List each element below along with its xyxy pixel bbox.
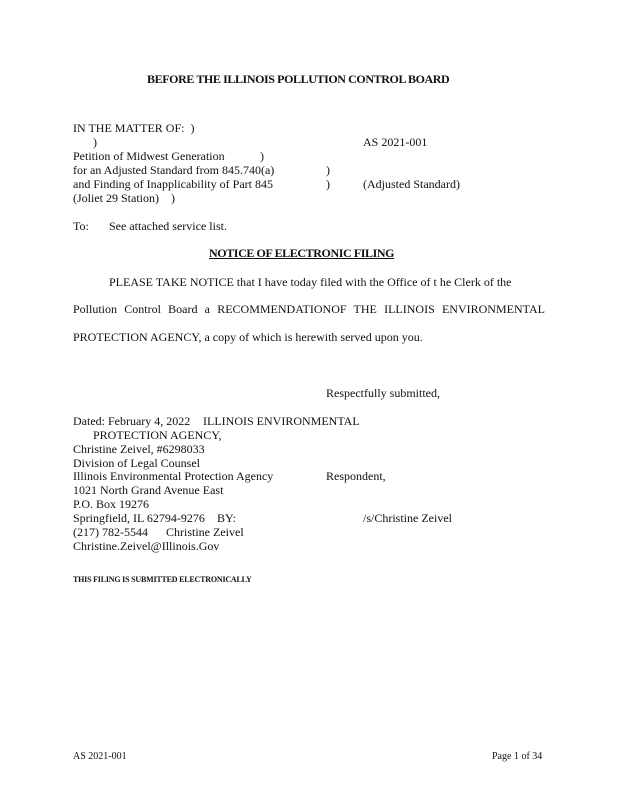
attorney-name: Christine Zeivel, #6298033	[73, 442, 205, 456]
footer-page-number: Page 1 of 34	[492, 751, 543, 762]
case-type: (Adjusted Standard)	[363, 177, 460, 191]
respondent-label: Respondent,	[326, 469, 386, 483]
petition-line-1: Petition of Midwest Generation	[73, 149, 225, 163]
matter-label	[73, 121, 194, 135]
petition-line-4	[73, 191, 175, 205]
notice-line-3: PROTECTION AGENCY, a copy of which is herewith served upon you.	[73, 330, 423, 344]
case-number: AS 2021-001	[363, 135, 428, 149]
caption-bracket: )	[326, 177, 330, 191]
by-label: BY:	[217, 511, 236, 525]
petition-line-2: for an Adjusted Standard from 845.740(a)	[73, 163, 275, 177]
to-label: To:	[73, 219, 89, 233]
city-state-zip: Springfield, IL 62794-9276	[73, 511, 205, 525]
caption-bracket: )	[190, 121, 195, 135]
street-address: 1021 North Grand Avenue East	[73, 483, 224, 497]
to-value: See attached service list.	[109, 219, 227, 233]
electronic-filing-note: THIS FILING IS SUBMITTED ELECTRONICALLY	[73, 575, 252, 584]
respectfully-submitted: Respectfully submitted,	[326, 386, 440, 400]
phone: (217) 782-5544	[73, 525, 148, 539]
phone-contact-name: Christine Zeivel	[166, 525, 244, 539]
agency-name-line-1: ILLINOIS ENVIRONMENTAL	[203, 414, 360, 428]
notice-line-2: Pollution Control Board a RECOMMENDATIONOF THE ILLINOIS ENVIRONMENTAL	[73, 302, 545, 316]
caption-bracket: )	[93, 135, 97, 149]
po-box: P.O. Box 19276	[73, 497, 150, 511]
caption-bracket: )	[326, 163, 330, 177]
notice-title: NOTICE OF ELECTRONIC FILING	[209, 246, 395, 260]
matter-label-text: IN THE MATTER OF:	[73, 121, 185, 135]
petition-line-3: and Finding of Inapplicability of Part 845	[73, 177, 273, 191]
notice-line-1: PLEASE TAKE NOTICE that I have today filed with the Office of t he Clerk of the	[109, 275, 512, 289]
agency-name-line-2: PROTECTION AGENCY,	[93, 428, 222, 442]
division: Division of Legal Counsel	[73, 456, 200, 470]
board-title: BEFORE THE ILLINOIS POLLUTION CONTROL BOARD	[147, 72, 450, 86]
electronic-signature: /s/Christine Zeivel	[363, 511, 452, 525]
email: Christine.Zeivel@Illinois.Gov	[73, 539, 220, 553]
dated-line: Dated: February 4, 2022	[73, 414, 191, 428]
petition-line-4-text: (Joliet 29 Station)	[73, 191, 159, 205]
agency: Illinois Environmental Protection Agency	[73, 469, 274, 483]
caption-bracket: )	[260, 149, 264, 163]
footer-case-number: AS 2021-001	[73, 751, 127, 762]
caption-bracket: )	[171, 191, 175, 205]
